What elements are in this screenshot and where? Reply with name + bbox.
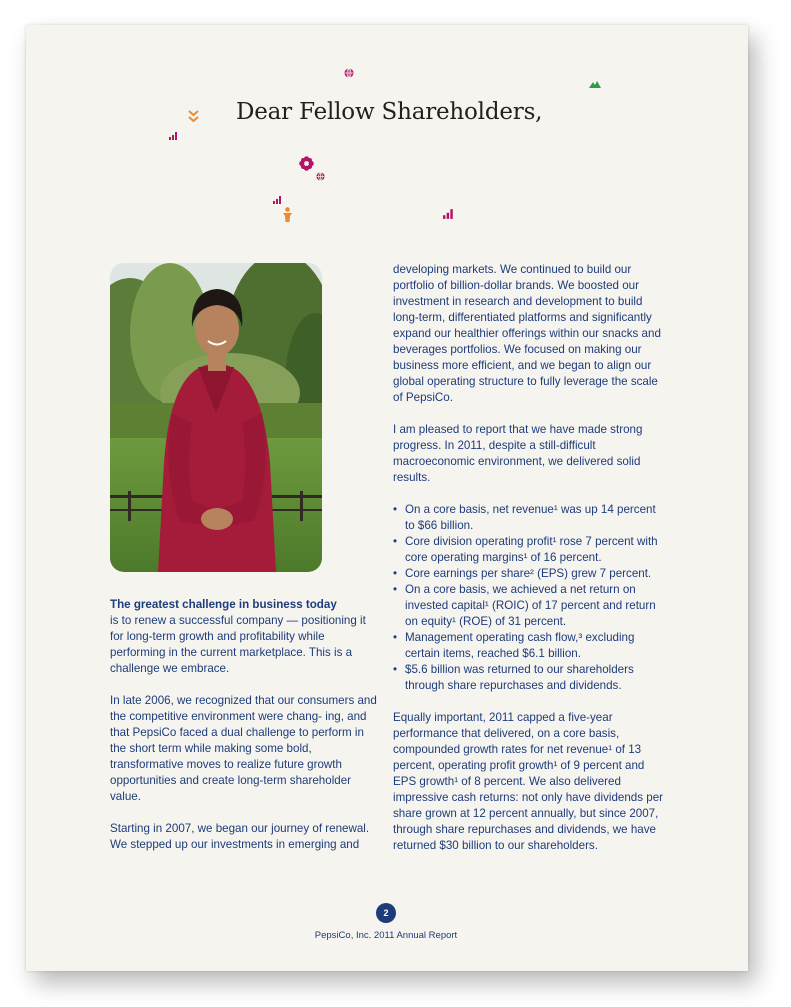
bar-chart-icon [169,132,178,140]
paragraph: In late 2006, we recognized that our consumers and the competitive environment were chang- ing, and that PepsiCo faced a dual challenge to perform in the short term while making some bold, transformative moves to realize future growth opportunities and create long-term shareholder value. [110,694,377,803]
globe-icon [344,68,354,78]
portrait-photo [110,263,322,572]
left-column [110,597,380,869]
page-number: 2 [376,903,396,923]
bar-chart-icon [273,196,282,204]
document-page [26,25,748,971]
list-item: • Core earnings per share² (EPS) grew 7 percent. [393,566,665,582]
bar-chart-icon [443,209,454,219]
paragraph-intro [110,597,380,677]
intro-text: is to renew a successful company — positioning it for long-term growth and profitability while performing in the current marketplace. This is a challenge we embrace. [110,614,366,675]
globe-icon [316,172,325,181]
list-item: • $5.6 billion was returned to our shareholders through share repurchases and dividends. [393,662,665,694]
paragraph: developing markets. We continued to build our portfolio of billion-dollar brands. We boosted our investment in research and development to build long-term, differentiated platforms and significantly expand our healthier offerings within our snacks and beverages portfolios. We focused on making our business more efficient, and we began to align our global operating structure to fully leverage the scale of PepsiCo. [393,263,661,404]
right-column [393,262,665,870]
footer-report-name: PepsiCo, Inc. 2011 Annual Report [314,930,458,941]
person-icon [282,207,293,222]
list-item: • Management operating cash flow,³ excluding certain items, reached $6.1 billion. [393,630,665,662]
paragraph: Starting in 2007, we began our journey of renewal. We stepped up our investments in emerging and [110,822,370,851]
results-list [393,502,665,694]
flower-icon [299,156,314,171]
lead-heading: The greatest challenge in business today [110,598,337,611]
list-item: • On a core basis, we achieved a net return on invested capital¹ (ROIC) of 17 percent and return on equity¹ (ROE) of 31 percent. [393,582,665,630]
paragraph: Equally important, 2011 capped a five-year performance that delivered, on a core basis, compounded growth rates for net revenue¹ of 13 percent, operating profit growth¹ of 9 percent and EPS growth¹ of 8 percent. We also delivered impressive cash returns: not only have dividends per share grown at 12 percent annually, but since 2007, through share repurchases and dividends, we have returned $30 billion to our shareholders. [393,711,664,852]
mountain-icon [589,80,601,88]
portrait-illustration [110,263,322,572]
paragraph: I am pleased to report that we have made strong progress. In 2011, despite a still-difficult macroeconomic environment, we delivered solid results. [393,423,643,484]
list-item: • On a core basis, net revenue¹ was up 14 percent to $66 billion. [393,502,665,534]
page-title: Dear Fellow Shareholders, [236,99,543,125]
list-item: • Core division operating profit¹ rose 7 percent with core operating margins¹ of 16 percent. [393,534,665,566]
chevron-down-icon [188,110,199,123]
